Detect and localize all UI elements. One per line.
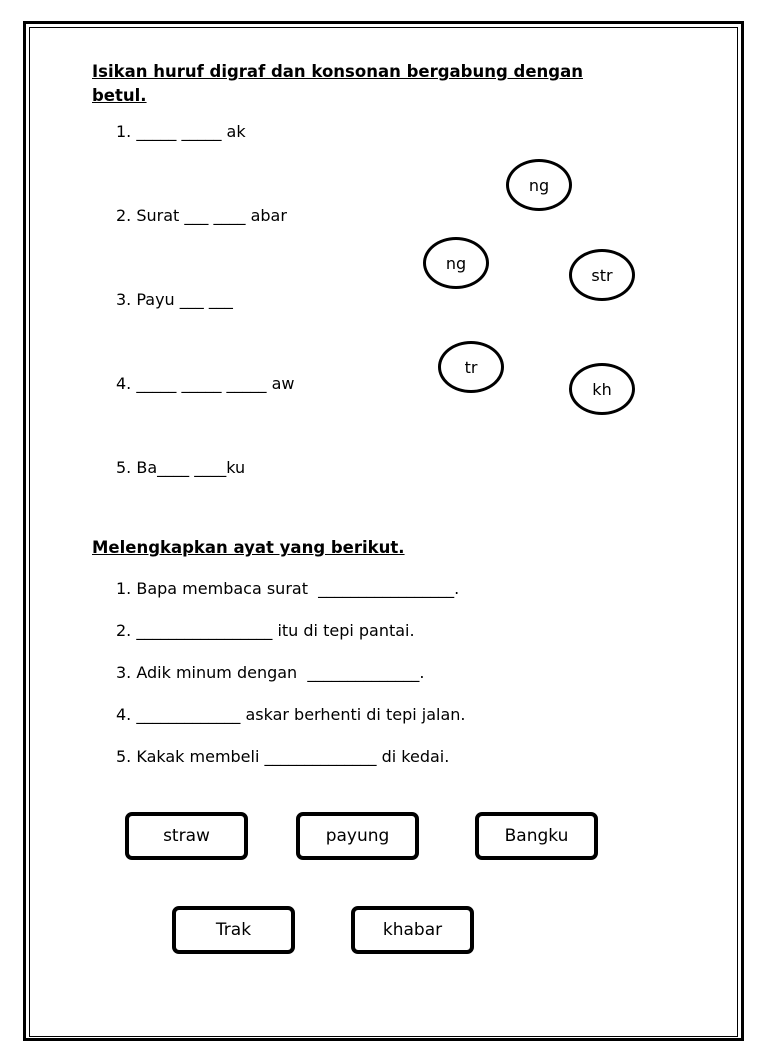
section2-item-2: 2. _________________ itu di tepi pantai. [116, 621, 415, 640]
worksheet-inner-border [29, 27, 738, 1037]
option-circle-tr: tr [438, 341, 504, 393]
section2-item-5: 5. Kakak membeli ______________ di kedai. [116, 747, 450, 766]
word-box-trak: Trak [172, 906, 295, 954]
section1-heading-line2: betul. [92, 86, 147, 105]
word-box-bangku: Bangku [475, 812, 598, 860]
word-box-payung: payung [296, 812, 419, 860]
option-circle-ng-1: ng [506, 159, 572, 211]
option-circle-ng-2: ng [423, 237, 489, 289]
section1-item-5: 5. Ba____ ____ku [116, 458, 246, 477]
section2-item-3: 3. Adik minum dengan ______________. [116, 663, 425, 682]
word-box-khabar: khabar [351, 906, 474, 954]
section2-heading: Melengkapkan ayat yang berikut. [92, 538, 405, 557]
option-circle-str: str [569, 249, 635, 301]
section2-item-1: 1. Bapa membaca surat _________________. [116, 579, 460, 598]
section1-item-3: 3. Payu ___ ___ [116, 290, 233, 309]
section2-item-4: 4. _____________ askar berhenti di tepi jalan. [116, 705, 466, 724]
section1-heading-line1: Isikan huruf digraf dan konsonan bergabung dengan [92, 62, 583, 81]
section1-item-2: 2. Surat ___ ____ abar [116, 206, 287, 225]
option-circle-kh: kh [569, 363, 635, 415]
section1-item-4: 4. _____ _____ _____ aw [116, 374, 295, 393]
word-box-straw: straw [125, 812, 248, 860]
section1-item-1: 1. _____ _____ ak [116, 122, 246, 141]
